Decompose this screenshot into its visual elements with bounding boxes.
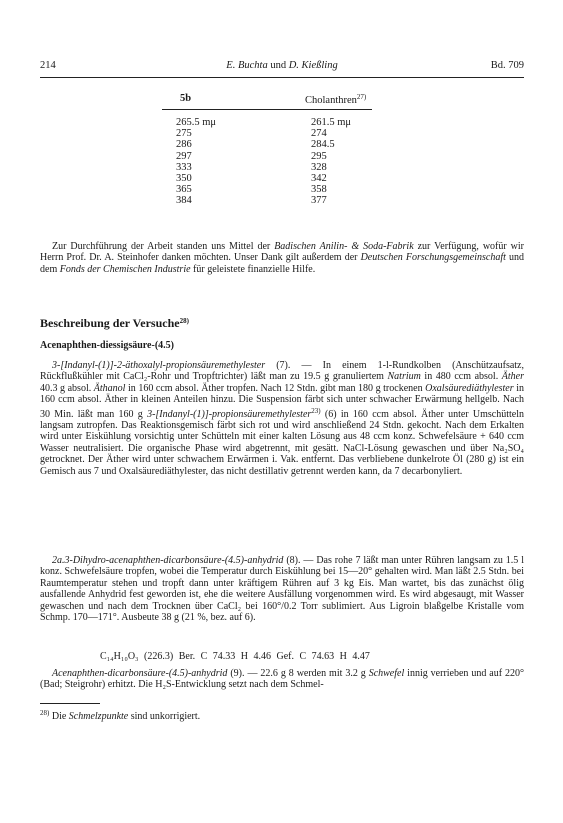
- table-row: [162, 139, 372, 150]
- table-col2-header-text: Cholanthren: [305, 95, 357, 106]
- running-header: [40, 60, 524, 74]
- compound-8-name: 2a.3-Dihydro-acenaphthen-dicarbonsäure-(4.5)-anhydrid: [52, 555, 284, 566]
- footnote-rule: [40, 703, 100, 704]
- p2-text-1: (8). — Das rohe 7 läßt man unter Rühren langsam zu 1.5 l konz. Schwefelsäure tropfen, wobei die Temperatur durch Eiskühlung bei 15—20° gehalten wird. Man läßt 2.5 Stdn. bei Raumtemperatur stehen und tropft dann unter kräftigem Rühren auf 3 kg Eis. Man wartet, bis das zunächst ölig ausfallende Anhydrid fest geworden ist, ehe die weitere Ausfällung vorgenommen wird. Es wird abgesaugt, mit Wasser gewaschen und nach dem Trocknen über CaCl₂ bei 160°/0.2 Torr sublimiert. Aus Ligroin blaßgelbe Kristalle vom Schmp. 170—171°. Ausbeute 38 g (21 %, bez. auf 6).: [40, 555, 524, 624]
- p1-ref-23: 23): [311, 406, 321, 415]
- p1-text-4: in 160 ccm absol. Äther tropfen. Nach 12 Stdn. gibt man 180 g trockenen: [125, 382, 426, 394]
- author-2: D. Kießling: [288, 60, 338, 71]
- table-cell-cholanthren: 358: [311, 184, 327, 196]
- compound-7-name: 3-[Indanyl-(1)]-2-äthoxalyl-propionsäuremethylester: [52, 360, 266, 371]
- table-cell-5b: 297: [176, 150, 192, 162]
- acknowledgement-paragraph: [40, 241, 524, 275]
- section-title-text: Beschreibung der Versuche: [40, 316, 180, 330]
- p3-schwefel: Schwefel: [368, 668, 405, 679]
- experiment-paragraph-7: [40, 360, 524, 477]
- table-row: [162, 151, 372, 162]
- subsection-title: Acenaphthen-diessigsäure-(4.5): [40, 340, 174, 351]
- table-header: [162, 93, 372, 109]
- table-body: [162, 117, 372, 207]
- p1-aethanol: Äthanol: [93, 382, 126, 394]
- table-cell-5b: 333: [176, 161, 192, 173]
- table-cell-cholanthren: 377: [311, 195, 327, 207]
- p1-text-5: in 160 ccm absol. Äther in kleinen Anteilen hinzu. Die Suspension färbt sich unter schwacher Erwärmung hellgelb. Nach 30 Min. läßt man 160 g: [40, 382, 524, 420]
- table-cell-5b: 286: [176, 139, 192, 151]
- table-row: [162, 184, 372, 195]
- p1-text-1: (7). — In einem 1-l-Rundkolben (Anschützaufsatz, Rückflußkühler mit CaCl₂-Rohr und Tropftrichter) läßt man zu 19.5 g granuliertem: [40, 360, 524, 383]
- footnote-ref: 28): [40, 709, 50, 717]
- ack-dfg: Deutschen Forschungsgemeinschaft: [360, 252, 506, 264]
- p3-text-1: (9). — 22.6 g 8 werden mit 3.2 g: [227, 668, 369, 679]
- p1-compound-6: 3-[Indanyl-(1)]-propionsäuremethylester: [147, 408, 312, 420]
- p1-text-3: 40.3 g absol.: [40, 382, 94, 394]
- section-title-ref: 28): [179, 317, 189, 325]
- table-cell-cholanthren: 261.5 mμ: [311, 117, 352, 128]
- table-row: [162, 195, 372, 206]
- ack-basf: Badischen Anilin- & Soda-Fabrik: [274, 241, 414, 252]
- volume-label: Bd. 709: [490, 60, 524, 71]
- table-cell-cholanthren: 284.5: [311, 139, 335, 151]
- p1-text-2: in 480 ccm absol.: [420, 371, 502, 383]
- p1-text-6: (6) in 160 ccm absol. Äther unter Umschütteln langsam zutropfen. Das Reaktionsgemisch färbt sich rot und wird anschließend 24 Stdn. gekocht. Nach dem Erkalten wird unter Eiskühlung vorsichtig unter Schütteln mit einer kalten Lösung aus 48 ccm konz. Schwefelsäure + 640 ccm Wasser neutralisiert. Die organische Phase wird abgetrennt, mit gesätt. NaCl-Lösung gewaschen und über Na₂SO₄ getrocknet. Der Äther wird unter schwachem Erwärmen i. Vak. entfernt. Das verbliebene dunkelrote Öl (280 g) ist ein Gemisch aus 7 und Oxalsäurediäthylester, das nicht destillativ getrennt werden kann, da 7 decarbonyliert.: [40, 408, 524, 477]
- footnote-text-1: Die: [49, 711, 69, 722]
- footnote: [40, 709, 200, 722]
- p1-oxalester: Oxalsäurediäthylester: [425, 382, 514, 394]
- section-title: [40, 316, 189, 331]
- experiment-paragraph-8: [40, 555, 524, 623]
- header-rule: [40, 77, 524, 78]
- ack-text-2: zur Verfügung, wofür wir Herrn Prof. Dr. A. Steinhofer danken möchten. Unser Dank gilt außerdem der: [40, 241, 524, 264]
- table-col1-header: 5b: [180, 93, 192, 104]
- footnote-schmelzpunkte: Schmelzpunkte: [68, 711, 129, 722]
- table-cell-5b: 365: [176, 184, 192, 196]
- table-rule: [162, 109, 372, 110]
- table-row: [162, 128, 372, 139]
- table-cell-cholanthren: 295: [311, 150, 327, 162]
- table-cell-cholanthren: 274: [311, 128, 327, 140]
- table-cell-5b: 350: [176, 172, 192, 184]
- table-row: [162, 117, 372, 128]
- table-cell-cholanthren: 328: [311, 161, 327, 173]
- footnote-text-2: sind unkorrigiert.: [128, 711, 201, 722]
- author-1: E. Buchta: [226, 60, 268, 71]
- table-cell-cholanthren: 342: [311, 172, 327, 184]
- table-cell-5b: 265.5 mμ: [176, 117, 217, 128]
- experiment-paragraph-9: [40, 668, 524, 691]
- table-col2-header: [305, 93, 366, 106]
- absorption-table: [162, 93, 372, 207]
- compound-9-name: Acenaphthen-dicarbonsäure-(4.5)-anhydrid: [52, 668, 228, 679]
- analysis-formula: C₁₄H₁₀O₃ (226.3) Ber. C 74.33 H 4.46 Gef. C 74.63 H 4.47: [100, 651, 370, 662]
- table-row: [162, 162, 372, 173]
- p3-text-2: innig verrieben und auf 220° (Bad; Steigrohr) erhitzt. Die H₂S-Entwicklung setzt nach dem Schmel-: [40, 668, 525, 691]
- table-cell-5b: 384: [176, 195, 192, 207]
- ack-text-1: Zur Durchführung der Arbeit standen uns Mittel der: [52, 241, 275, 252]
- ack-text-4: für geleistete finanzielle Hilfe.: [190, 263, 316, 275]
- p1-natrium: Natrium: [387, 371, 421, 383]
- ack-fonds: Fonds der Chemischen Industrie: [59, 263, 191, 275]
- page-number: 214: [40, 60, 56, 71]
- table-col2-ref: 27): [356, 93, 367, 101]
- table-cell-5b: 275: [176, 128, 192, 140]
- and-word: und: [270, 60, 287, 71]
- header-authors: [40, 60, 524, 71]
- ack-text-3: und dem: [40, 252, 525, 275]
- p1-aether: Äther: [501, 371, 524, 383]
- table-row: [162, 173, 372, 184]
